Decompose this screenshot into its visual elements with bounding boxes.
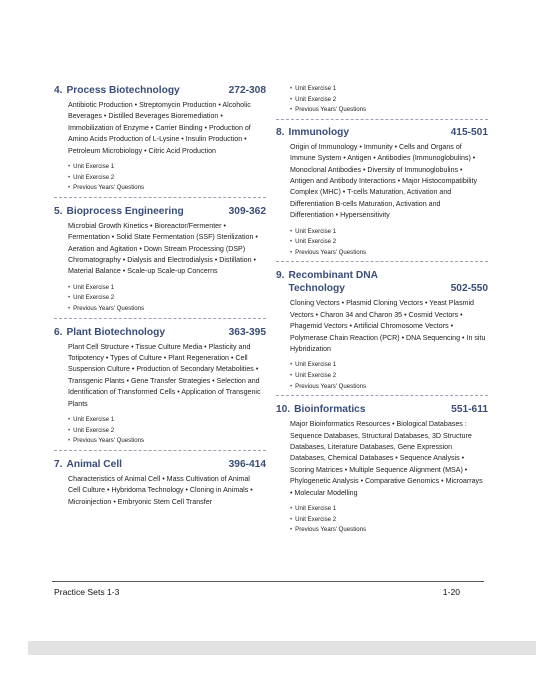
footer-practice-sets[interactable]: Practice Sets 1-3 [54,587,120,597]
right-column [276,84,488,543]
chapter-number: 7. [54,458,63,470]
exercise-list [276,504,488,536]
exercise-item: • Unit Exercise 1 [290,505,337,513]
exercise-item: • Previous Years' Questions [290,526,367,534]
exercise-item: • Unit Exercise 2 [290,515,337,523]
exercise-item: • Unit Exercise 1 [68,283,115,291]
exercise-item: • Unit Exercise 1 [68,416,115,424]
chapter-number: 8. [276,126,285,138]
exercise-item: • Unit Exercise 1 [290,227,337,235]
exercise-item: • Unit Exercise 2 [68,173,115,181]
exercise-list [276,227,488,259]
divider [54,450,266,451]
chapter-topics: Microbial Growth Kinetics • Bioreactor/Fermenter • Fermentation • Solid State Fermentation (SSF) Sterilization • Aeration and Agitation • Down Stream Processing (DSP) Chromatography • Dialysis and Electrodialysis • Distillation • Material Balance • Scale-up Scale-up Concerns [68,221,258,276]
exercise-item: • Previous Years' Questions [290,106,367,114]
footer-page-range: 1-20 [442,587,460,597]
left-column [54,84,266,515]
chapter-heading [276,269,488,295]
exercise-item: • Unit Exercise 1 [290,85,337,92]
chapter-number: 10. [276,404,291,416]
chapter-title: Plant Biotechnology [66,326,165,338]
chapter-title: Immunology [288,126,350,138]
divider [276,395,488,396]
chapter-number: 5. [54,205,63,217]
chapter-topics: Antibiotic Production • Streptomycin Production • Alcoholic Beverages • Distilled Beverages Bioremediation • Immobilization of Enzyme • Carrier Binding • Production of Amino Acids Production of L-Lysine • Insulin Production • Petroleum Microbiology • Citric Acid Production [68,101,251,155]
divider [276,119,488,120]
exercise-item: • Previous Years' Questions [68,305,145,313]
chapter-topics: Characteristics of Animal Cell • Mass Cultivation of Animal Cell Culture • Hybridoma Technology • Cloning in Animals • Microinjection • Embryonic Stem Cell Transfer [68,474,253,506]
chapter-pages: 415-501 [450,126,488,138]
viewer-bottom-bar [28,641,536,655]
exercise-item: • Previous Years' Questions [290,248,367,256]
exercise-item: • Unit Exercise 2 [290,95,337,103]
chapter-heading [54,458,266,471]
exercise-list [276,360,488,392]
footer-rule [52,581,484,582]
divider [276,261,488,262]
divider [54,318,266,319]
exercise-list [54,283,266,315]
chapter-title: Recombinant DNA Technology [288,270,378,295]
chapter-title: Bioprocess Engineering [66,205,184,217]
exercise-list [54,415,266,447]
exercise-item: • Unit Exercise 2 [68,294,115,302]
exercise-item: • Unit Exercise 1 [68,163,115,171]
exercise-item: • Unit Exercise 1 [290,361,337,369]
chapter-8[interactable] [276,126,488,263]
chapter-10[interactable] [276,403,488,536]
chapter-number: 4. [54,85,63,96]
chapter-6[interactable] [54,326,266,451]
chapter-number: 6. [54,326,63,338]
chapter-5[interactable] [54,205,266,319]
exercise-list [54,162,266,194]
chapter-heading [54,84,266,97]
exercise-list [276,84,488,116]
chapter-heading [54,326,266,339]
chapter-topics: Major Bioinformatics Resources • Biological Databases : Sequence Databases, Structural Databases, 3D Structure Databases, Literature Databases, Gene Expression Databases, Chemical Databases • Sequence Analysis • Scoring Matrices • Multiple Sequence Alignment (MSA) • Phylogenetic Analysis • Comparative Genomics • Microarrays • Molecular Modelling [290,420,483,497]
chapter-4[interactable] [54,84,266,198]
chapter-heading [54,205,266,218]
chapter-pages: 309-362 [228,205,266,217]
exercise-item: • Previous Years' Questions [68,437,145,445]
chapter-pages: 396-414 [228,458,266,470]
chapter-pages: 502-550 [450,283,488,295]
chapter-pages: 551-611 [451,404,488,416]
chapter-9[interactable] [276,269,488,396]
chapter-number: 9. [276,270,285,282]
chapter-7[interactable] [54,458,266,508]
chapter-heading [276,403,488,416]
chapter-title: Animal Cell [66,458,122,470]
exercise-item: • Unit Exercise 2 [68,426,115,434]
divider [54,197,266,198]
exercise-item: • Previous Years' Questions [68,184,145,192]
exercise-item: • Unit Exercise 2 [290,372,337,380]
chapter-title: Bioinformatics [294,404,366,416]
chapter-topics: Plant Cell Structure • Tissue Culture Media • Plasticity and Totipotency • Types of Culture • Plant Regeneration • Cell Suspension Culture • Production of Secondary Metabolities • Transgenic Plants • Gene Transfer Strategies • Selection and Identification of Transformed Cells • Application of Transgenic Plants [68,342,261,408]
chapter-pages: 363-395 [228,326,266,338]
exercise-item: • Unit Exercise 2 [290,238,337,246]
chapter-pages: 272-308 [228,85,266,96]
chapter-title: Process Biotechnology [66,85,180,96]
exercise-item: • Previous Years' Questions [290,382,367,390]
chapter-topics: Cloning Vectors • Plasmid Cloning Vectors • Yeast Plasmid Vectors • Charon 34 and Charon 35 • Cosmid Vectors • Phagemid Vectors • Artificial Chromosome Vectors • Polymerase Chain Reaction (PCR) • DNA Sequencing • In situ Hybridization [290,299,486,354]
chapter-heading [276,126,488,139]
chapter-topics: Origin of Immunology • Immunity • Cells and Organs of Immune System • Antigen • Antibodies (Immunoglobulins) • Monoclonal Antibodies • Diversity of Immunoglobulins • Antigen and Antibody Interactions • Major Histocompatibility Complex (MHC) • T-cells Maturation, Activation and Differentiation B-cells Maturation, Activation and Differentiation • Hypersensitivity [290,142,478,220]
